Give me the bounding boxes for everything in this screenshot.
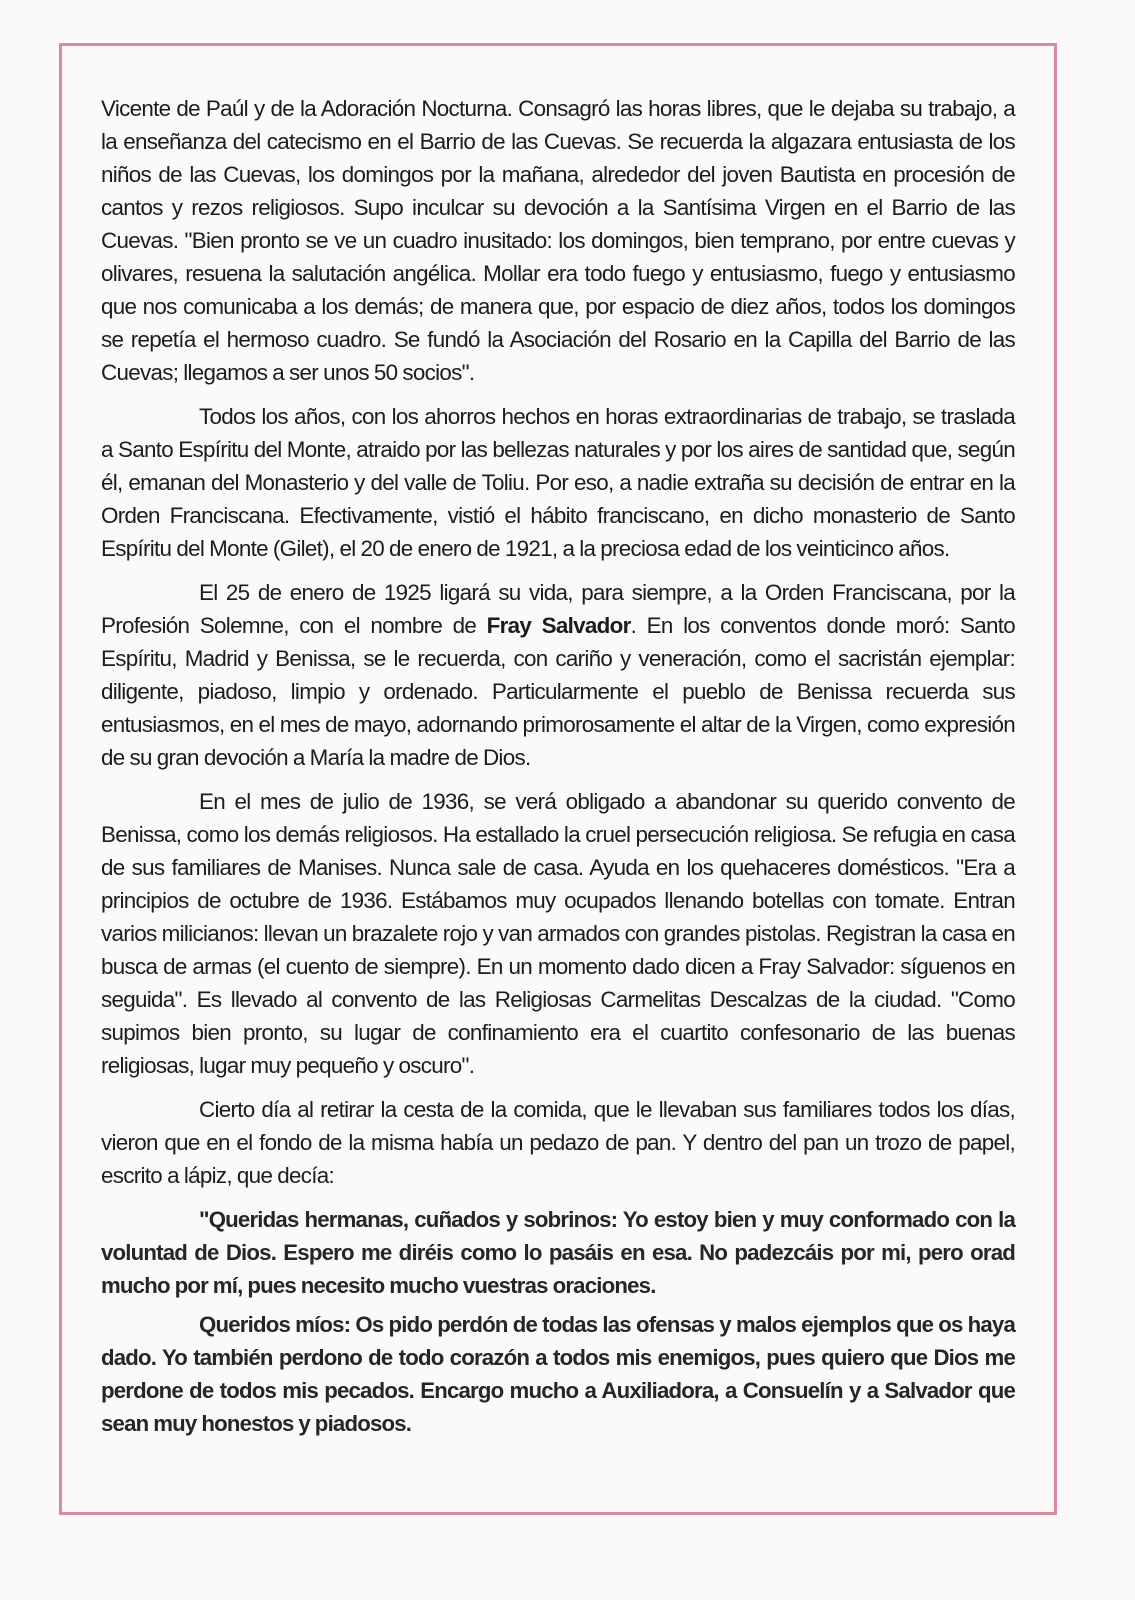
paragraph-5: Cierto día al retirar la cesta de la comida, que le llevaban sus familiares todos los días, vieron que en el fondo de la misma había un pedazo de pan. Y dentro del pan un trozo de papel, escrito a lápiz, que decía:	[101, 1097, 1015, 1188]
paragraph-1: Vicente de Paúl y de la Adoración Nocturna. Consagró las horas libres, que le dejaba su trabajo, a la enseñanza del catecismo en el Barrio de las Cuevas. Se recuerda la algazara entusiasta de los niños de las Cuevas, los domingos por la mañana, alrededor del joven Bautista en procesión de cantos y rezos religiosos. Supo inculcar su devoción a la Santísima Virgen en el Barrio de las Cuevas. "Bien pronto se ve un cuadro inusitado: los domingos, bien temprano, por entre cuevas y olivares, resuena la salutación angélica. Mollar era todo fuego y entusiasmo, fuego y entusiasmo que nos comunicaba a los demás; de manera que, por espacio de diez años, todos los domingos se repetía el hermoso cuadro. Se fundó la Asociación del Rosario en la Capilla del Barrio de las Cuevas; llegamos a ser unos 50 socios".	[101, 96, 1015, 385]
paragraph-3-text-after: . En los conventos donde moró: Santo Espíritu, Madrid y Benissa, se le recuerda, con cariño y veneración, como el sacristán ejemplar: diligente, piadoso, limpio y ordenado. Particularmente el pueblo de Benissa recuerda sus entusiasmos, en el mes de mayo, adornando primorosamente el altar de la Virgen, como expresión de su gran devoción a María la madre de Dios.	[101, 613, 1015, 770]
paragraph-2: Todos los años, con los ahorros hechos en horas extraordinarias de trabajo, se traslada a Santo Espíritu del Monte, atraido por las bellezas naturales y por los aires de santidad que, según él, emanan del Monasterio y del valle de Toliu. Por eso, a nadie extraña su decisión de entrar en la Orden Franciscana. Efectivamente, vistió el hábito franciscano, en dicho monasterio de Santo Espíritu del Monte (Gilet), el 20 de enero de 1921, a la preciosa edad de los veinticinco años.	[101, 404, 1015, 561]
fray-salvador-name: Fray Salvador	[486, 613, 631, 638]
document-body	[101, 92, 1015, 1446]
letter-paragraph-1: "Queridas hermanas, cuñados y sobrinos: Yo estoy bien y muy conformado con la voluntad de Dios. Espero me diréis como lo pasáis en esa. No padezcáis por mi, pero orad mucho por mí, pues necesito mucho vuestras oraciones.	[101, 1207, 1015, 1298]
paragraph-4: En el mes de julio de 1936, se verá obligado a abandonar su querido convento de Benissa, como los demás religiosos. Ha estallado la cruel persecución religiosa. Se refugia en casa de sus familiares de Manises. Nunca sale de casa. Ayuda en los quehaceres domésticos. "Era a principios de octubre de 1936. Estábamos muy ocupados llenando botellas con tomate. Entran varios milicianos: llevan un brazalete rojo y van armados con grandes pistolas. Registran la casa en busca de armas (el cuento de siempre). En un momento dado dicen a Fray Salvador: síguenos en seguida". Es llevado al convento de las Religiosas Carmelitas Descalzas de la ciudad. "Como supimos bien pronto, su lugar de confinamiento era el cuartito confesonario de las buenas religiosas, lugar muy pequeño y oscuro".	[101, 789, 1015, 1078]
letter-paragraph-2: Queridos míos: Os pido perdón de todas las ofensas y malos ejemplos que os haya dado. Yo también perdono de todo corazón a todos mis enemigos, pues quiero que Dios me perdone de todos mis pecados. Encargo mucho a Auxiliadora, a Consuelín y a Salvador que sean muy honestos y piadosos.	[101, 1312, 1015, 1436]
paragraph-3-text-before: El 25 de enero de 1925 ligará su vida, para siempre, a la Orden Franciscana, por la Profesión Solemne, con el nombre de	[101, 580, 1015, 638]
paragraph-3	[101, 576, 1015, 774]
